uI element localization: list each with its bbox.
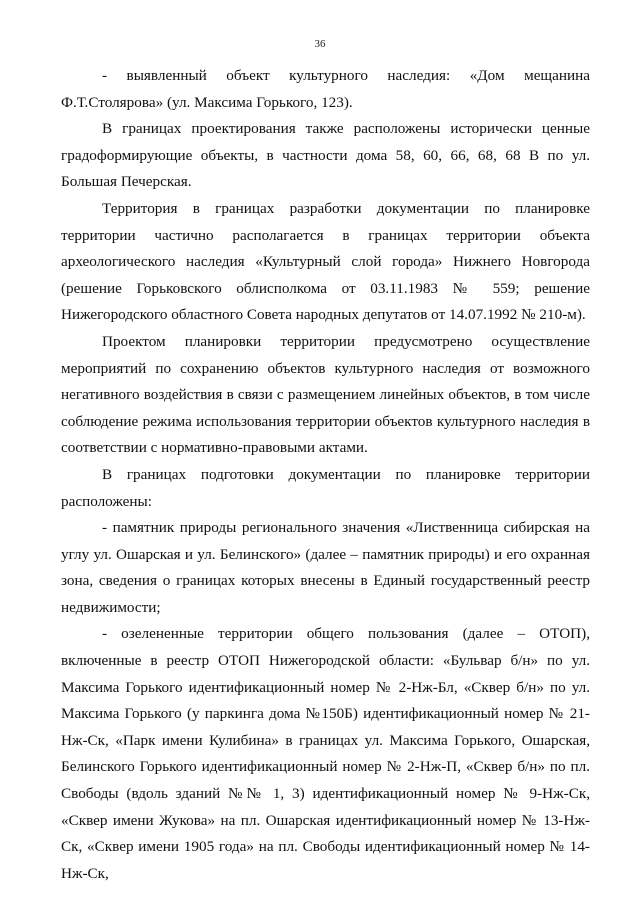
paragraph-natural-monument: - памятник природы регионального значения «Лиственница сибирская на углу ул. Ошарская и ул. Белинского» (далее – памятник природы) и его охранная зона, сведения о границах которых внесены в Единый государственный реестр недвижимости; [61, 519, 590, 616]
paragraph-green-areas: - озелененные территории общего пользования (далее – ОТОП), включенные в реестр ОТОП Нижегородской области: «Бульвар б/н» по ул. Максима Горького идентификационный номер № 2-Нж-Бл, «Сквер б/н» по ул. Максима Горького (у паркинга дома №150Б) идентификационный номер № 21-Нж-Ск, «Парк имени Кулибина» в границах ул. Максима Горького, Ошарская, Белинского Горького идентификационный номер № 2-Нж-П, «Сквер б/н» по пл. Свободы (вдоль зданий №№ 1, 3) идентификационный номер № 9-Нж-Ск, «Сквер имени Жукова» на пл. Ошарская идентификационный номер № 13-Нж-Ск, «Сквер имени 1905 года» на пл. Свободы идентификационный номер № 14-Нж-Ск, [61, 625, 590, 882]
page-number: 36 [314, 38, 326, 50]
document-body [61, 63, 590, 887]
paragraph-located-within: В границах подготовки документации по планировке территории расположены: [61, 465, 590, 510]
paragraph-heritage-object: - выявленный объект культурного наследия: «Дом мещанина Ф.Т.Столярова» (ул. Максима Горького, 123). [61, 67, 590, 111]
paragraph-preservation-measures: Проектом планировки территории предусмотрено осуществление мероприятий по сохранению объектов культурного наследия от возможного негативного воздействия в связи с размещением линейных объектов, в том числе соблюдение режима использования территории объектов культурного наследия в соответствии с нормативно-правовыми актами. [61, 332, 590, 457]
paragraph-historic-buildings: В границах проектирования также расположены исторически ценные градоформирующие объекты, в частности дома 58, 60, 66, 68, 68 В по ул. Большая Печерская. [61, 120, 590, 191]
paragraph-archaeological-heritage: Территория в границах разработки документации по планировке территории частично располагается в границах территории объекта археологического наследия «Культурный слой города» Нижнего Новгорода (решение Горьковского облисполкома от 03.11.1983 № 559; решение Нижегородского областного Совета народных депутатов от 14.07.1992 № 210-м). [61, 199, 590, 324]
